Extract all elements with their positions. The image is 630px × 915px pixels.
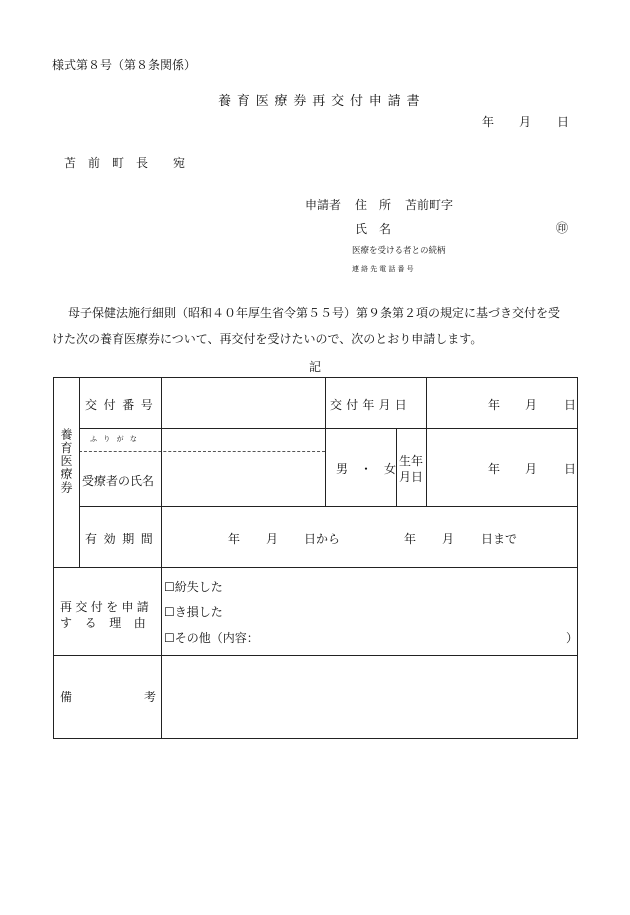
reason-damaged-option[interactable]: ☐き損した <box>164 605 223 619</box>
applicant-label: 申請者 <box>305 198 342 212</box>
patient-name-field[interactable] <box>164 456 322 502</box>
remarks-field[interactable] <box>164 660 574 736</box>
furigana-label: ふりがな <box>90 435 144 443</box>
col-divider <box>161 378 162 739</box>
date-year: 年 <box>482 115 495 129</box>
section-label: 養育医療券 <box>59 428 73 494</box>
remarks-label-1: 備 <box>60 690 73 704</box>
issue-date-label: 交付年月日 <box>330 398 412 412</box>
gender-select[interactable]: 男 ・ 女 <box>336 462 397 476</box>
name-label: 氏 名 <box>355 222 392 236</box>
birth-label-2: 月日 <box>399 470 424 484</box>
remarks-label-2: 考 <box>144 690 157 704</box>
col-divider <box>396 428 397 506</box>
col-divider <box>426 378 427 506</box>
furigana-divider <box>79 451 325 452</box>
document-title: 養育医療券再交付申請書 <box>218 94 426 109</box>
address-value[interactable]: 苫前町字 <box>405 198 454 212</box>
body-text-line-2: けた次の養育医療券について、再交付を受けたいので、次のとおり申請します。 <box>52 332 483 346</box>
reason-label-2: する理由 <box>60 616 159 630</box>
patient-name-label: 受療者の氏名 <box>82 474 155 488</box>
body-text-line-1: 母子保健法施行細則（昭和４０年厚生省令第５５号）第９条第２項の規定に基づき交付を受 <box>68 306 561 320</box>
reason-lost-option[interactable]: ☐紛失した <box>164 580 223 594</box>
date-month: 月 <box>519 115 532 129</box>
relation-label: 医療を受ける者との続柄 <box>352 246 446 256</box>
validity-label: 有効期間 <box>85 532 160 546</box>
row-divider <box>54 567 578 568</box>
ki-label: 記 <box>309 360 322 374</box>
address-label: 住 所 <box>355 198 392 212</box>
application-table: 養育医療券 交付番号 交付年月日 年 月 日 ふりがな 受療者の氏名 男 ・ 女 生年 月日 年 月 日 有効期間 年 月 日から 年 月 日まで 再交付を申請 する理由 ☐紛失した ☐き損した ☐その他（内容： ） 備 考 <box>53 377 578 739</box>
col-divider <box>325 378 326 506</box>
birth-label-1: 生年 <box>399 454 424 468</box>
checkbox-icon[interactable]: ☐ <box>164 631 175 645</box>
checkbox-icon[interactable]: ☐ <box>164 605 175 619</box>
addressee-suffix: 宛 <box>173 156 186 170</box>
reason-other-close: ） <box>566 631 579 645</box>
reason-other-option[interactable]: ☐その他（内容： <box>164 631 259 645</box>
checkbox-icon[interactable]: ☐ <box>164 580 175 594</box>
row-divider <box>79 506 578 507</box>
addressee-town: 苫 前 町 長 <box>64 156 149 170</box>
issue-number-field[interactable] <box>164 384 322 424</box>
furigana-field[interactable] <box>164 431 322 449</box>
form-reference: 様式第８号（第８条関係） <box>52 58 197 72</box>
reason-label-1: 再交付を申請 <box>60 600 153 614</box>
issue-number-label: 交付番号 <box>85 398 160 412</box>
row-divider <box>54 655 578 656</box>
col-divider <box>79 378 80 567</box>
phone-label: 連絡先電話番号 <box>352 265 416 273</box>
date-day: 日 <box>557 115 570 129</box>
row-divider <box>79 428 578 429</box>
seal-mark: ㊞ <box>556 221 569 235</box>
